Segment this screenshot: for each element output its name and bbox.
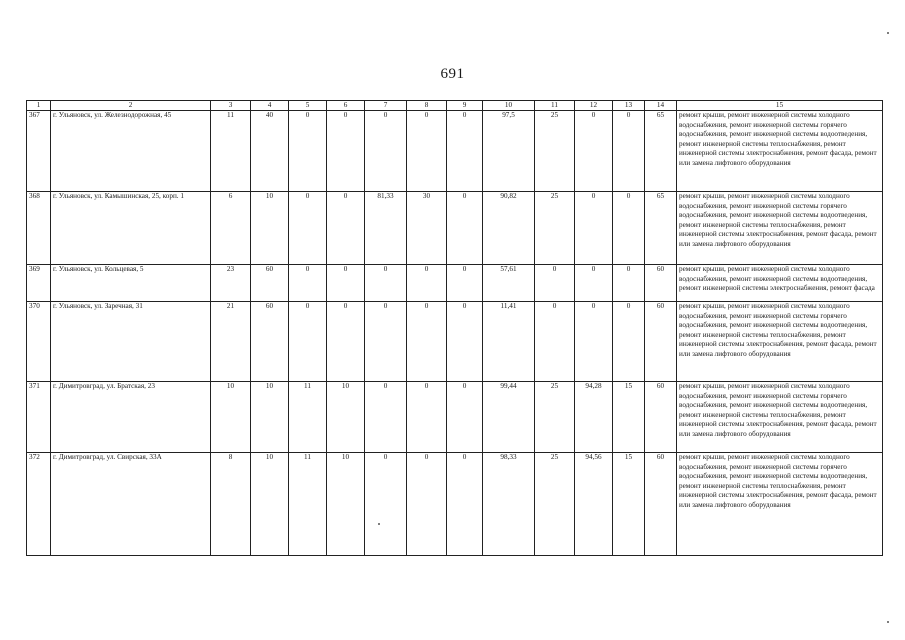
table-row: [27, 453, 883, 556]
value-cell: 0: [365, 453, 407, 556]
value-cell: 30: [407, 192, 447, 265]
value-cell: 0: [365, 382, 407, 453]
value-cell: 60: [645, 265, 677, 302]
works-description-cell: ремонт крыши, ремонт инженерной системы холодного водоснабжения, ремонт инженерной системы горячего водоснабжения, ремонт инженерной системы водоотведения, ремонт инженерной системы теплоснабжения, ремонт инженерной системы электроснабжения, ремонт фасада, ремонт или замена лифтового оборудования: [677, 453, 883, 556]
value-cell: 0: [365, 302, 407, 382]
value-cell: 94,28: [575, 382, 613, 453]
column-header: 14: [645, 101, 677, 111]
value-cell: 0: [575, 302, 613, 382]
column-header: 2: [51, 101, 211, 111]
value-cell: 0: [407, 453, 447, 556]
table-row: [27, 111, 883, 192]
address-cell: г. Ульяновск, ул. Заречная, 31: [51, 302, 211, 382]
value-cell: 60: [645, 453, 677, 556]
value-cell: 10: [251, 192, 289, 265]
value-cell: 15: [613, 382, 645, 453]
value-cell: 81,33: [365, 192, 407, 265]
value-cell: 65: [645, 111, 677, 192]
value-cell: 99,44: [483, 382, 535, 453]
column-header: 3: [211, 101, 251, 111]
column-header: 11: [535, 101, 575, 111]
address-cell: г. Димитровград, ул. Братская, 23: [51, 382, 211, 453]
value-cell: 0: [447, 382, 483, 453]
value-cell: 98,33: [483, 453, 535, 556]
value-cell: 60: [645, 382, 677, 453]
row-number-cell: 369: [27, 265, 51, 302]
value-cell: 25: [535, 111, 575, 192]
scan-speck: [378, 523, 380, 525]
value-cell: 10: [251, 382, 289, 453]
value-cell: 0: [535, 265, 575, 302]
value-cell: 10: [211, 382, 251, 453]
column-header: 9: [447, 101, 483, 111]
table-row: [27, 192, 883, 265]
address-cell: г. Ульяновск, ул. Камышинская, 25, корп. 1: [51, 192, 211, 265]
value-cell: 25: [535, 382, 575, 453]
address-cell: г. Ульяновск, ул. Железнодорожная, 45: [51, 111, 211, 192]
value-cell: 0: [407, 265, 447, 302]
column-header: 6: [327, 101, 365, 111]
column-header: 12: [575, 101, 613, 111]
value-cell: 10: [327, 382, 365, 453]
value-cell: 11: [289, 453, 327, 556]
value-cell: 0: [447, 302, 483, 382]
row-number-cell: 370: [27, 302, 51, 382]
works-description-cell: ремонт крыши, ремонт инженерной системы холодного водоснабжения, ремонт инженерной системы горячего водоснабжения, ремонт инженерной системы водоотведения, ремонт инженерной системы теплоснабжения, ремонт инженерной системы электроснабжения, ремонт фасада, ремонт или замена лифтового оборудования: [677, 111, 883, 192]
value-cell: 0: [327, 111, 365, 192]
value-cell: 15: [613, 453, 645, 556]
column-header: 10: [483, 101, 535, 111]
row-number-cell: 368: [27, 192, 51, 265]
value-cell: 0: [407, 302, 447, 382]
value-cell: 0: [613, 111, 645, 192]
address-cell: г. Ульяновск, ул. Кольцевая, 5: [51, 265, 211, 302]
value-cell: 21: [211, 302, 251, 382]
value-cell: 25: [535, 192, 575, 265]
value-cell: 0: [447, 265, 483, 302]
table-header-row: [27, 101, 883, 111]
table-row: [27, 382, 883, 453]
value-cell: 0: [613, 265, 645, 302]
address-cell: г. Димитровград, ул. Свирская, 33А: [51, 453, 211, 556]
value-cell: 0: [365, 265, 407, 302]
value-cell: 0: [327, 302, 365, 382]
row-number-cell: 367: [27, 111, 51, 192]
value-cell: 65: [645, 192, 677, 265]
value-cell: 0: [447, 111, 483, 192]
value-cell: 11: [289, 382, 327, 453]
works-description-cell: ремонт крыши, ремонт инженерной системы холодного водоснабжения, ремонт инженерной системы горячего водоснабжения, ремонт инженерной системы водоотведения, ремонт инженерной системы теплоснабжения, ремонт инженерной системы электроснабжения, ремонт фасада, ремонт или замена лифтового оборудования: [677, 382, 883, 453]
value-cell: 0: [289, 265, 327, 302]
document-table: [26, 100, 883, 556]
column-header: 7: [365, 101, 407, 111]
value-cell: 90,82: [483, 192, 535, 265]
value-cell: 10: [327, 453, 365, 556]
value-cell: 0: [407, 111, 447, 192]
value-cell: 0: [327, 265, 365, 302]
value-cell: 0: [447, 192, 483, 265]
column-header: 4: [251, 101, 289, 111]
value-cell: 57,61: [483, 265, 535, 302]
value-cell: 0: [447, 453, 483, 556]
value-cell: 25: [535, 453, 575, 556]
value-cell: 0: [407, 382, 447, 453]
value-cell: 0: [365, 111, 407, 192]
column-header: 1: [27, 101, 51, 111]
value-cell: 10: [251, 453, 289, 556]
value-cell: 23: [211, 265, 251, 302]
value-cell: 60: [251, 302, 289, 382]
value-cell: 0: [535, 302, 575, 382]
value-cell: 0: [575, 192, 613, 265]
row-number-cell: 372: [27, 453, 51, 556]
value-cell: 8: [211, 453, 251, 556]
value-cell: 97,5: [483, 111, 535, 192]
works-description-cell: ремонт крыши, ремонт инженерной системы холодного водоснабжения, ремонт инженерной системы горячего водоснабжения, ремонт инженерной системы водоотведения, ремонт инженерной системы теплоснабжения, ремонт инженерной системы электроснабжения, ремонт фасада, ремонт или замена лифтового оборудования: [677, 192, 883, 265]
value-cell: 0: [289, 111, 327, 192]
value-cell: 40: [251, 111, 289, 192]
value-cell: 60: [645, 302, 677, 382]
value-cell: 11: [211, 111, 251, 192]
value-cell: 11,41: [483, 302, 535, 382]
value-cell: 0: [613, 302, 645, 382]
scan-speck: [887, 621, 889, 623]
table-row: [27, 302, 883, 382]
column-header: 15: [677, 101, 883, 111]
column-header: 8: [407, 101, 447, 111]
column-header: 13: [613, 101, 645, 111]
works-description-cell: ремонт крыши, ремонт инженерной системы холодного водоснабжения, ремонт инженерной системы горячего водоснабжения, ремонт инженерной системы водоотведения, ремонт инженерной системы теплоснабжения, ремонт инженерной системы электроснабжения, ремонт фасада, ремонт или замена лифтового оборудования: [677, 302, 883, 382]
value-cell: 0: [289, 192, 327, 265]
table-row: [27, 265, 883, 302]
value-cell: 0: [613, 192, 645, 265]
value-cell: 0: [327, 192, 365, 265]
works-description-cell: ремонт крыши, ремонт инженерной системы холодного водоснабжения, ремонт инженерной системы водоотведения, ремонт инженерной системы электроснабжения, ремонт фасада: [677, 265, 883, 302]
row-number-cell: 371: [27, 382, 51, 453]
value-cell: 6: [211, 192, 251, 265]
scan-speck: [887, 32, 889, 34]
value-cell: 0: [575, 111, 613, 192]
value-cell: 94,56: [575, 453, 613, 556]
value-cell: 0: [575, 265, 613, 302]
value-cell: 0: [289, 302, 327, 382]
page-number: 691: [440, 66, 465, 82]
column-header: 5: [289, 101, 327, 111]
value-cell: 60: [251, 265, 289, 302]
